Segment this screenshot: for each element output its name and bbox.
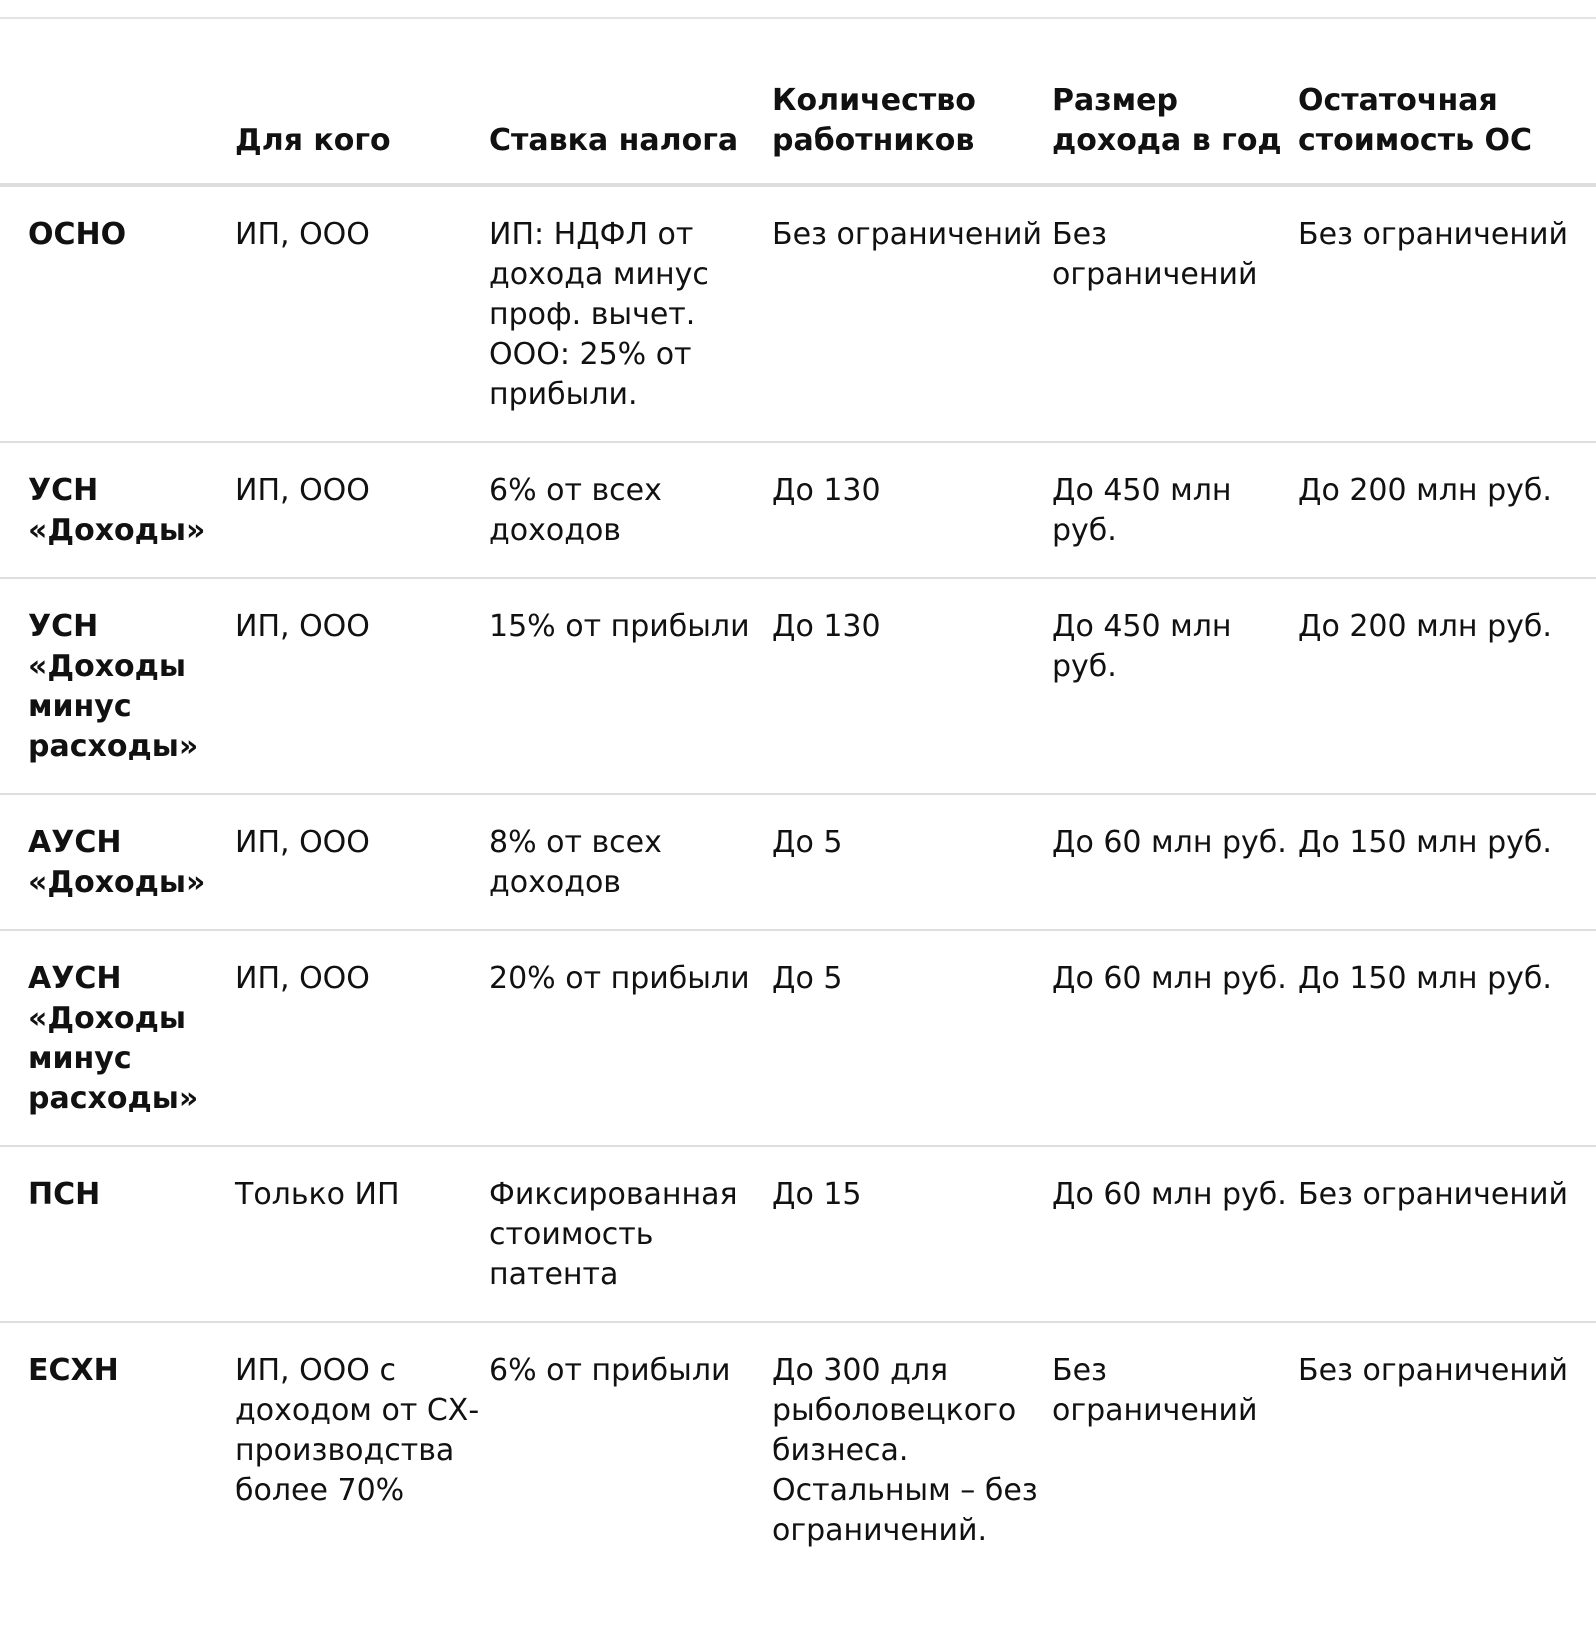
cell-tax-rate: 15% от прибыли [489, 578, 772, 794]
cell-income: Без ограничений [1052, 185, 1298, 442]
table-row [0, 578, 1596, 794]
table-row [0, 794, 1596, 930]
cell-income: До 60 млн руб. [1052, 794, 1298, 930]
cell-for-whom: ИП, ООО [235, 442, 489, 578]
cell-assets: До 150 млн руб. [1298, 930, 1596, 1146]
cell-for-whom: ИП, ООО с доходом от СХ-производства более 70% [235, 1353, 480, 1508]
cell-tax-rate: 8% от всех доходов [489, 794, 772, 930]
header-regime [0, 17, 235, 185]
cell-tax-rate: 6% от всех доходов [489, 442, 772, 578]
header-for-whom: Для кого [235, 17, 489, 185]
cell-assets: Без ограничений [1298, 1146, 1596, 1322]
cell-employees: До 300 для рыболовецкого бизнеса. Остальным – без ограничений. [772, 1353, 1038, 1548]
table-row [0, 1322, 1596, 1577]
cell-assets: До 200 млн руб. [1298, 442, 1596, 578]
cell-tax-rate: 20% от прибыли [489, 930, 772, 1146]
header-row [0, 17, 1596, 185]
cell-for-whom: ИП, ООО [235, 794, 489, 930]
cell-assets: До 200 млн руб. [1298, 578, 1596, 794]
table-row [0, 442, 1596, 578]
cell-assets: Без ограничений [1298, 1353, 1568, 1388]
header-tax-rate: Ставка налога [489, 17, 772, 185]
cell-tax-rate: 6% от прибыли [489, 1353, 731, 1388]
cell-regime: ОСНО [0, 185, 235, 442]
header-assets: Остаточная стоимость ОС [1298, 17, 1596, 185]
tax-regimes-table-container [0, 17, 1596, 1577]
cell-employees: До 130 [772, 578, 1052, 794]
tax-regimes-table [0, 17, 1596, 1577]
table-row [0, 185, 1596, 442]
header-employees: Количество работников [772, 17, 1052, 185]
cell-employees: До 5 [772, 794, 1052, 930]
cell-tax-rate: ИП: НДФЛ от дохода минус проф. вычет. ООО: 25% от прибыли. [489, 185, 772, 442]
cell-assets: Без ограничений [1298, 185, 1596, 442]
cell-income: До 60 млн руб. [1052, 930, 1298, 1146]
cell-income: До 450 млн руб. [1052, 578, 1298, 794]
cell-income: До 60 млн руб. [1052, 1146, 1298, 1322]
cell-for-whom: ИП, ООО [235, 930, 489, 1146]
cell-for-whom: ИП, ООО [235, 578, 489, 794]
cell-regime: УСН «Доходы минус расходы» [0, 578, 235, 794]
cell-employees: До 130 [772, 442, 1052, 578]
cell-regime: АУСН «Доходы минус расходы» [0, 930, 235, 1146]
cell-regime: АУСН «Доходы» [0, 794, 235, 930]
table-row [0, 930, 1596, 1146]
cell-income: Без ограничений [1052, 1353, 1258, 1428]
cell-tax-rate: Фиксированная стоимость патента [489, 1146, 772, 1322]
cell-for-whom: ИП, ООО [235, 185, 489, 442]
table-header [0, 17, 1596, 185]
cell-income: До 450 млн руб. [1052, 442, 1298, 578]
table-row [0, 1146, 1596, 1322]
cell-regime: ПСН [0, 1146, 235, 1322]
header-income: Размер дохода в год [1052, 17, 1298, 185]
cell-employees: Без ограничений [772, 185, 1052, 442]
cell-regime: УСН «Доходы» [0, 442, 235, 578]
cell-assets: До 150 млн руб. [1298, 794, 1596, 930]
cell-employees: До 15 [772, 1146, 1052, 1322]
cell-employees: До 5 [772, 930, 1052, 1146]
cell-for-whom: Только ИП [235, 1146, 489, 1322]
table-body [0, 185, 1596, 1577]
cell-regime: ЕСХН [28, 1353, 119, 1388]
